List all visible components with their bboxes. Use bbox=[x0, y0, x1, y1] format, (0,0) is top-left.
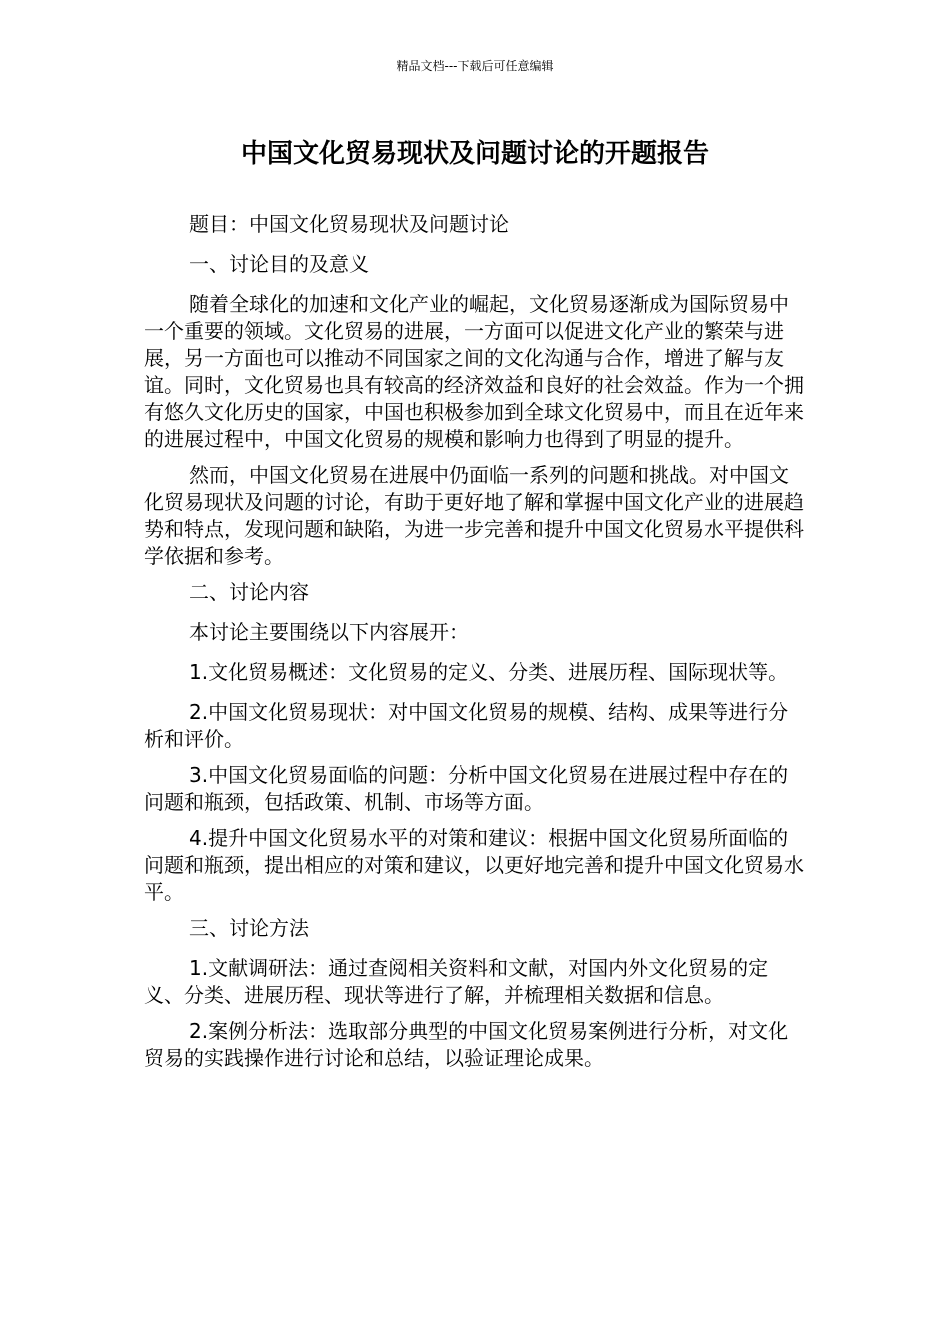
section-heading-content: 二、讨论内容 bbox=[189, 580, 309, 604]
section-heading-method: 三、讨论方法 bbox=[189, 916, 309, 940]
topic-line: 题目：中国文化贸易现状及问题讨论 bbox=[189, 212, 509, 236]
list-item-content-1: 1.文化贸易概述：文化贸易的定义、分类、进展历程、国际现状等。 bbox=[189, 660, 789, 684]
list-item-method-1: 1.文献调研法：通过查阅相关资料和文献，对国内外文化贸易的定义、分类、进展历程、现状等进行了解，并梳理相关数据和信息。 bbox=[144, 956, 769, 1007]
paragraph-content-intro: 本讨论主要围绕以下内容展开： bbox=[189, 620, 469, 644]
list-item-method-2: 2.案例分析法：选取部分典型的中国文化贸易案例进行分析，对文化贸易的实践操作进行讨论和总结，以验证理论成果。 bbox=[144, 1019, 789, 1070]
document-title: 中国文化贸易现状及问题讨论的开题报告 bbox=[240, 139, 709, 169]
paragraph-purpose-1: 随着全球化的加速和文化产业的崛起，文化贸易逐渐成为国际贸易中一个重要的领域。文化贸易的进展，一方面可以促进文化产业的繁荣与进展，另一方面也可以推动不同国家之间的文化沟通与合作，增进了解与友谊。同时，文化贸易也具有较高的经济效益和良好的社会效益。作为一个拥有悠久文化历史的国家，中国也积极参加到全球文化贸易中，而且在近年来的进展过程中，中国文化贸易的规模和影响力也得到了明显的提升。 bbox=[144, 292, 804, 451]
list-item-content-2: 2.中国文化贸易现状：对中国文化贸易的规模、结构、成果等进行分析和评价。 bbox=[144, 700, 789, 751]
paragraph-purpose-2: 然而，中国文化贸易在进展中仍面临一系列的问题和挑战。对中国文化贸易现状及问题的讨论，有助于更好地了解和掌握中国文化产业的进展趋势和特点，发现问题和缺陷，为进一步完善和提升中国文化贸易水平提供科学依据和参考。 bbox=[144, 463, 804, 568]
document-body bbox=[144, 211, 804, 1081]
section-heading-purpose: 一、讨论目的及意义 bbox=[189, 252, 369, 276]
header-note: 精品文档---下载后可任意编辑 bbox=[396, 59, 554, 73]
list-item-content-4: 4.提升中国文化贸易水平的对策和建议：根据中国文化贸易所面临的问题和瓶颈，提出相应的对策和建议，以更好地完善和提升中国文化贸易水平。 bbox=[144, 826, 804, 904]
list-item-content-3: 3.中国文化贸易面临的问题：分析中国文化贸易在进展过程中存在的问题和瓶颈，包括政策、机制、市场等方面。 bbox=[144, 763, 789, 814]
